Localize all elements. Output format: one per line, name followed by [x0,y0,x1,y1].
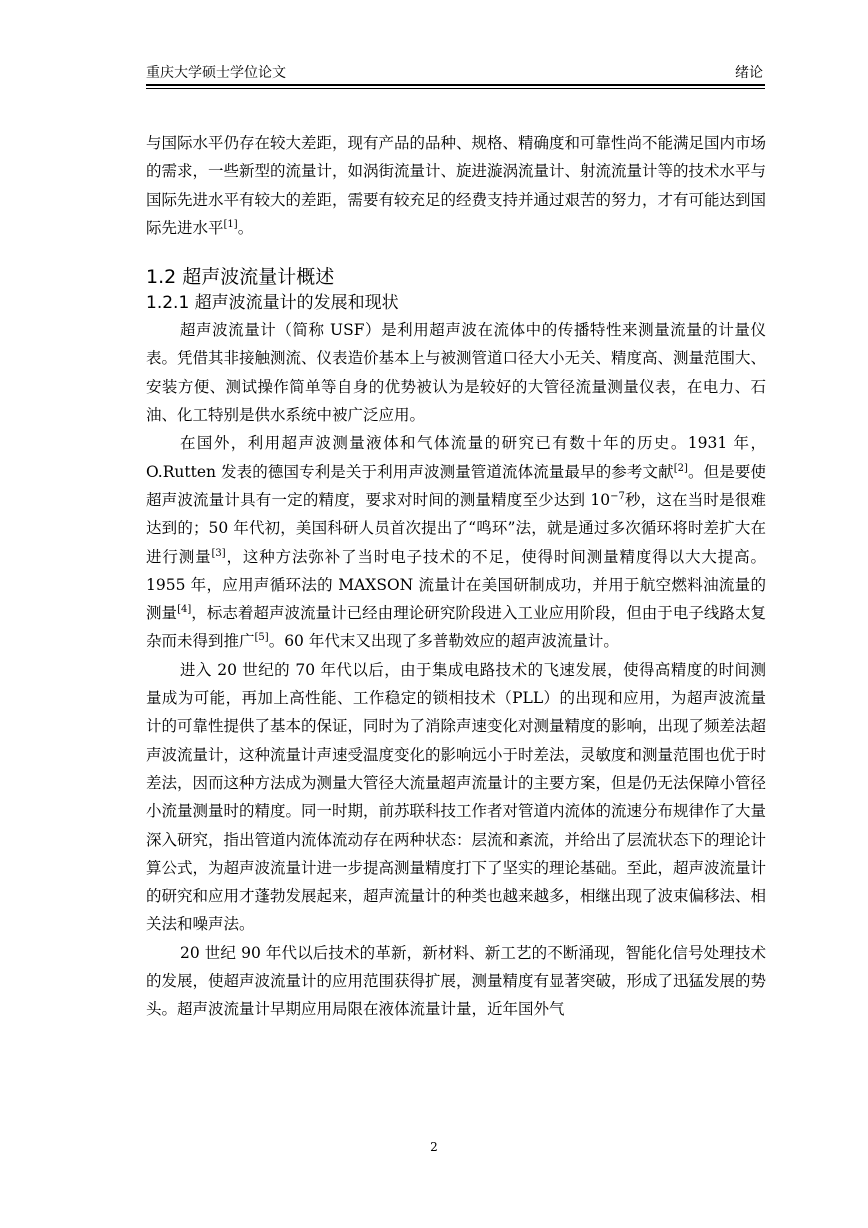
citation-ref: [2] [673,462,688,474]
paragraph-70s: 进入 20 世纪的 70 年代以后，由于集成电路技术的飞速发展，使得高精度的时间测量成为可能，再加上高性能、工作稳定的锁相技术（PLL）的出现和应用，为超声波流量计的可靠性提供了基本的保证，同时为了消除声速变化对测量精度的影响，出现了频差法超声波流量计，这种流量计声速受温度变化的影响远小于时差法，灵敏度和测量范围也优于时差法，因而这种方法成为测量大管径大流量超声流量计的主要方案，但是仍无法保障小管径小流量测量时的精度。同一时期，前苏联科技工作者对管道内流体的流速分布规律作了大量深入研究，指出管道内流体流动存在两种状态：层流和紊流，并给出了层流状态下的理论计算公式，为超声波流量计进一步提高测量精度打下了坚实的理论基础。至此，超声波流量计的研究和应用才蓬勃发展起来，超声流量计的种类也越来越多，相继出现了波束偏移法、相关法和噪声法。 [146,660,767,934]
citation-ref: [5] [254,632,269,644]
paragraph-text: 秒，这在当时是很难达到的；50 年代初，美国科研人员首次提出了“鸣环”法，就是通过多次循环将时差扩大在进行测量 [146,490,766,566]
header-chapter-title: 绪论 [735,65,763,81]
paragraph-text-end: 。 [237,218,254,237]
paragraph-usf-intro: 超声波流量计（简称 USF）是利用超声波在流体中的传播特性来测量流量的计量仪表。凭借其非接触测流、仪表造价基本上与被测管道口径大小无关、精度高、测量范围大、安装方便、测试操作简单等自身的优势被认为是较好的大管径流量测量仪表，在电力、石油、化工特别是供水系统中被广泛应用。 [146,321,767,425]
page-header [146,62,765,86]
subsection-heading: 1.2.1 超声波流量计的发展和现状 [146,293,399,314]
header-thesis-title: 重庆大学硕士学位论文 [146,65,286,81]
header-rule-thick [146,84,765,86]
paragraph-text: 。60 年代末又出现了多普勒效应的超声波流量计。 [268,632,619,651]
paragraph-text: ，这种方法弥补了当时电子技术的不足，使得时间测量精度得以大大提高。1955 年，应用声循环法的 MAXSON 流量计在美国研制成功，并用于航空燃料油流量的测量 [146,547,766,623]
citation-ref: [3] [211,547,226,559]
page-number: 2 [430,1140,438,1154]
section-heading: 1.2 超声波流量计概述 [146,266,335,289]
citation-ref: [4] [177,604,192,615]
paragraph-text: 与国际水平仍存在较大差距，现有产品的品种、规格、精确度和可靠性尚不能满足国内市场的需求，一些新型的流量计，如涡街流量计、旋进漩涡流量计、射流流量计等的技术水平与国际先进水平有较大的差距，需要有较充足的经费支持并通过艰苦的努力，才有可能达到国际先进水平 [146,134,767,237]
header-rule-thin [146,88,765,89]
citation-ref: [1] [223,218,238,230]
paragraph-text: 在国外，利用超声波测量液体和气体流量的研究已有数十年的历史。1931 年，O.Rutten 发表的德国专利是关于利用声波测量管道流体流量最早的参考文献 [146,434,766,481]
paragraph-text: 。但是要使超声波流量计具有一定的精度，要求对时间的测量精度至少达到 10 [146,462,766,509]
paragraph-text: ，标志着超声波流量计已经由理论研究阶段进入工业应用阶段，但由于电子线路太复杂而未得到推广 [146,604,766,651]
paragraph-90s: 20 世纪 90 年代以后技术的革新，新材料、新工艺的不断涌现，智能化信号处理技术的发展，使超声波流量计的应用范围获得扩展，测量精度有显著突破，形成了迅猛发展的势头。超声波流量计早期应用局限在液体流量计量，近年国外气 [146,943,767,1019]
paragraph-history [146,429,766,655]
paragraph-continued [146,129,766,242]
exponent: −7 [610,490,625,502]
page-body [146,129,766,1024]
